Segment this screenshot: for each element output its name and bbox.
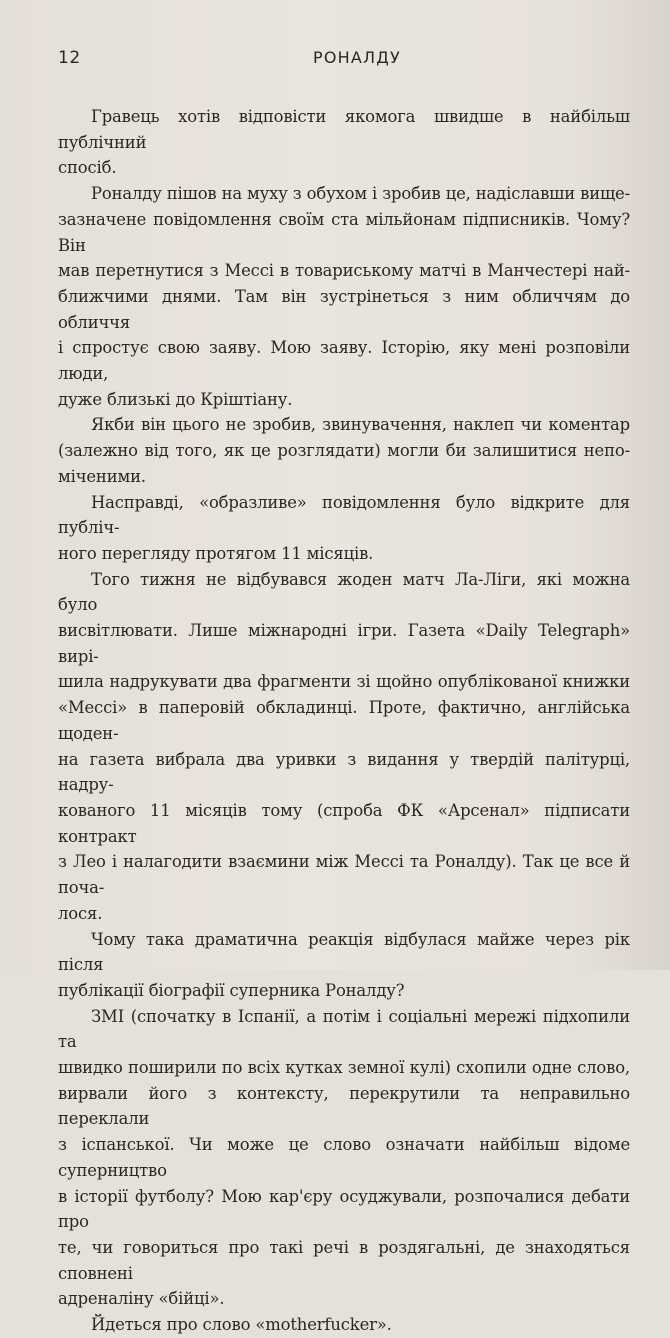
paragraph [58, 567, 630, 927]
text-line: висвітлювати. Лише міжнародні ігри. Газета «Daily Telegraph» вирі- [58, 621, 630, 666]
text-line: на газета вибрала два уривки з видання у твердій палітурці, надру- [58, 749, 630, 795]
text-line: в історії футболу? Мою кар'єру осуджували, розпочалися дебати про [58, 1186, 630, 1232]
paragraph [58, 412, 630, 489]
text-line: і спростує свою заяву. Мою заяву. Історію, яку мені розповіли люди, [58, 338, 630, 384]
paragraph [58, 927, 630, 1004]
text-line: те, чи говориться про такі речі в роздягальні, де знаходяться сповнені [58, 1237, 630, 1283]
text-line: Йдеться про слово «motherfucker». [91, 1315, 392, 1335]
text-line: адреналіну «бійці». [58, 1289, 225, 1309]
text-line: (залежно від того, як це розглядати) могли би залишитися непо- [58, 441, 630, 461]
text-line: Чому така драматична реакція відбулася майже через рік після [58, 929, 630, 975]
page-header [58, 48, 401, 72]
text-line: лося. [58, 903, 103, 923]
paragraph [58, 1004, 630, 1312]
text-line: Гравець хотів відповісти якомога швидше в найбільш публічний [58, 107, 630, 152]
paragraph [58, 181, 630, 412]
text-line: міченими. [58, 466, 146, 486]
text-line: вирвали його з контексту, перекрутили та неправильно переклали [58, 1083, 630, 1129]
text-line: кованого 11 місяців тому (спроба ФК «Арсенал» підписати контракт [58, 800, 630, 846]
text-line: ного перегляду протягом 11 місяців. [58, 543, 374, 563]
text-line: спосіб. [58, 158, 117, 178]
text-line: дуже близькі до Кріштіану. [58, 389, 293, 409]
paragraph [58, 490, 630, 567]
page-body [58, 104, 630, 1338]
text-line: з Лео і налагодити взаємини між Мессі та Роналду). Так це все й поча- [58, 852, 630, 898]
page-number: 12 [58, 48, 81, 68]
text-line: ЗМІ (спочатку в Іспанії, а потім і соціальні мережі підхопили та [58, 1006, 630, 1052]
text-line: публікації біографії суперника Роналду? [58, 980, 405, 1000]
text-line: Насправді, «образливе» повідомлення було відкрите для публіч- [58, 492, 630, 538]
text-line: «Мессі» в паперовій обкладинці. Проте, фактично, англійська щоден- [58, 698, 630, 743]
text-line: зазначене повідомлення своїм ста мільйонам підписників. Чому? Він [58, 209, 630, 255]
text-line: ближчими днями. Там він зустрінеться з ним обличчям до обличчя [58, 286, 630, 332]
paragraph [58, 1312, 630, 1338]
text-line: мав перетнутися з Мессі в товариському матчі в Манчестері най- [58, 261, 630, 281]
text-line: шила надрукувати два фрагменти зі щойно опублікованої книжки [58, 672, 630, 692]
text-line: Того тижня не відбувався жоден матч Ла-Ліги, які можна було [58, 569, 630, 615]
running-title: РОНАЛДУ [313, 48, 401, 67]
text-line: з іспанської. Чи може це слово означати найбільш відоме суперництво [58, 1135, 630, 1180]
paragraph [58, 104, 630, 181]
text-line: Якби він цього не зробив, звинувачення, наклеп чи коментар [91, 415, 630, 435]
text-line: Роналду пішов на муху з обухом і зробив це, надіславши вище- [91, 184, 630, 204]
text-line: швидко поширили по всіх кутках земної кулі) схопили одне слово, [58, 1058, 630, 1078]
